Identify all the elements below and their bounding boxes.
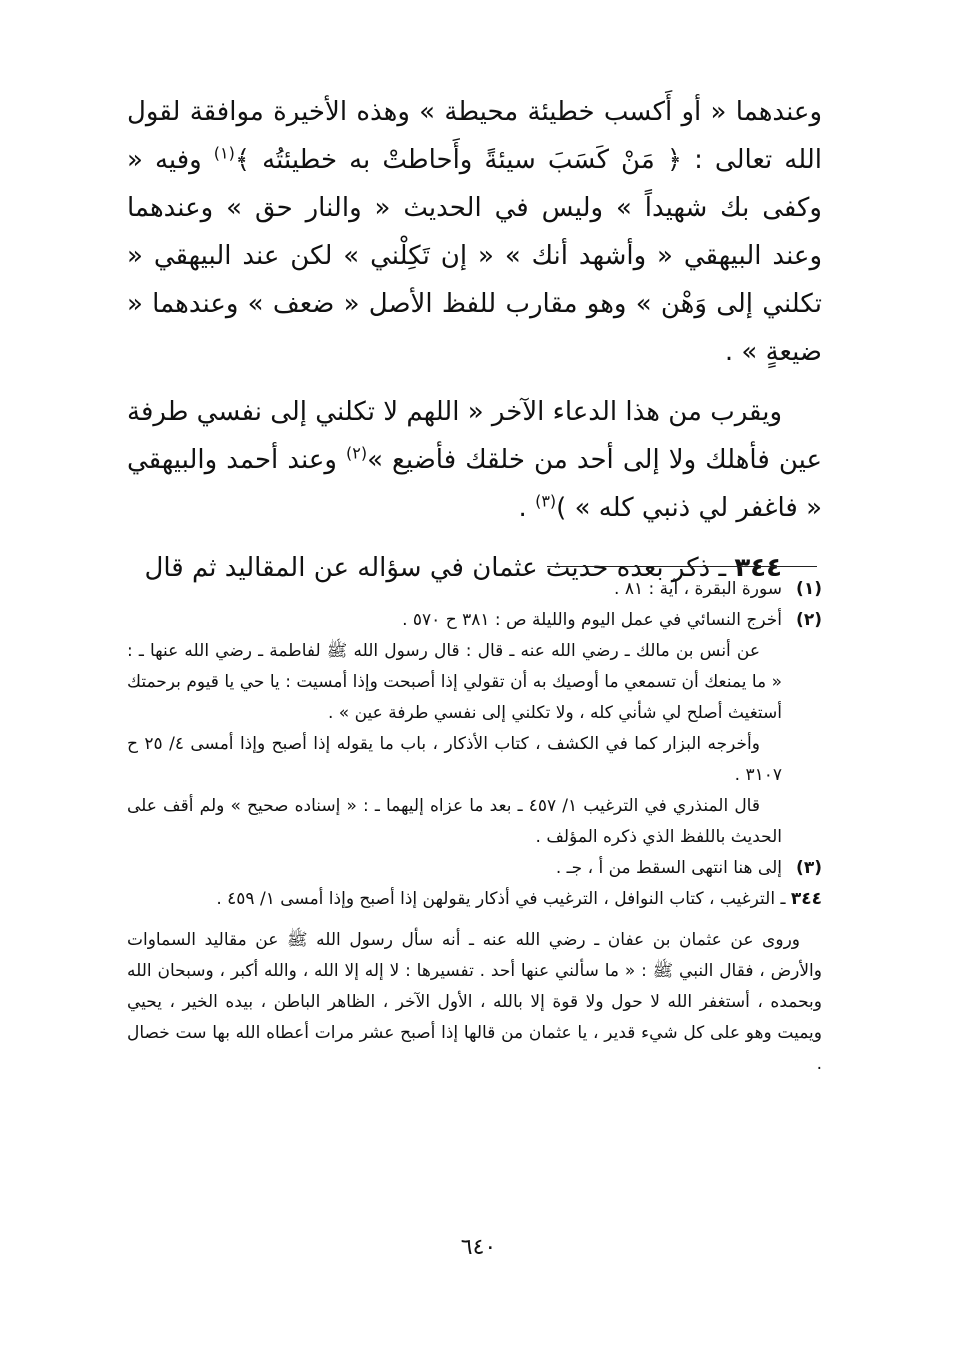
section-note	[127, 884, 822, 915]
footnote-body	[127, 574, 782, 605]
paragraph-3-text: ـ ذكر بعده حديث عثمان في سؤاله عن المقاليد ثم قال	[144, 553, 735, 583]
footnote-body	[127, 605, 782, 853]
footnote-text: وأخرجه البزار كما في الكشف ، كتاب الأذكار ، باب ما يقوله إذا أصبح وإذا أمسى ٤/ ٢٥ ح ٣١٠٧ .	[127, 734, 782, 785]
footnote-text: قال المنذري في الترغيب ١/ ٤٥٧ ـ بعد ما عزاه إليهما ـ : « إسناده صحيح » ولم أقف على الحديث باللفظ الذي ذكره المؤلف .	[127, 796, 782, 847]
paragraph-1-text: وعندهما « أو أَكسب خطيئة محيطة » وهذه الأخيرة موافقة لقول الله تعالى : ﴿ مَنْ كَسَبَ سيئةً وأَحاطتْ به خطيئتُه ﴾	[127, 97, 822, 175]
footnote-mark: (٣)	[796, 858, 822, 878]
section-note-text: ـ الترغيب ، كتاب النوافل ، الترغيب في أذكار يقولهن إذا أصبح وإذا أمسى ١/ ٤٥٩ .	[216, 889, 791, 909]
section-note-body: وروى عن عثمان بن عفان ـ رضي الله عنه ـ أنه سأل رسول الله ﷺ عن مقاليد السماوات والأرض ، فقال النبي ﷺ : « ما سألني عنها أحد . تفسيرها : لا إله إلا الله ، والله أكبر ، وسبحان الله وبحمده ، أستغفر الله لا حول ولا قوة إلا بالله ، الأول الآخر ، الظاهر الباطن ، بيده الخير ، يحيي ويميت وهو على كل شيء قدير ، يا عثمان من قالها إذا أصبح عشر مرات أعطاه الله بها ست خصال .	[127, 930, 822, 1074]
paragraph-2-tail: وعند أحمد والبيهقي « فاغفر لي ذنبي كله » )	[127, 445, 822, 523]
footnote-1	[127, 574, 822, 605]
page-number: ٦٤٠	[460, 1235, 497, 1260]
paragraph-1	[127, 88, 822, 376]
footnote-ref-1: (١)	[213, 143, 235, 163]
paragraph-2-text: ويقرب من هذا الدعاء الآخر « اللهم لا تكلني إلى نفسي طرفة عين فأهلك ولا إلى أحد من خلقك فأضيع »	[127, 397, 823, 475]
section-number: ٣٤٤	[734, 553, 782, 583]
section-note-number: ٣٤٤	[790, 889, 822, 909]
footnote-ref-2: (٢)	[345, 443, 368, 463]
footnote-text: عن أنس بن مالك ـ رضي الله عنه ـ قال : قال رسول الله ﷺ لفاطمة ـ رضي الله عنها ـ : « ما يمنعك أن تسمعي ما أوصيك به أن تقولي إذا أصبحت وإذا أمسيت : يا حي يا قيوم برحمتك أستغيث أصلح لي شأني كله ، ولا تكلني إلى نفسي طرفة عين » .	[127, 641, 782, 723]
footnote-mark: (١)	[796, 579, 822, 599]
footnote-text: سورة البقرة ، آية : ٨١ .	[614, 579, 782, 599]
paragraph-2	[127, 388, 822, 532]
footnote-3	[127, 853, 822, 884]
footnote-text: إلى هنا انتهى السقط من أ ، جـ .	[555, 858, 782, 878]
footnote-2	[127, 605, 822, 853]
footnotes	[127, 574, 822, 1080]
footnote-ref-3: (٣)	[535, 491, 557, 511]
main-text	[127, 88, 822, 592]
footnote-text: أخرج النسائي في عمل اليوم والليلة ص : ٣٨١ ح ٥٧٠ .	[402, 610, 782, 630]
footnote-body	[127, 853, 782, 884]
paragraph-2-end: .	[518, 493, 536, 523]
paragraph-1-tail: وفيه « وكفى بك شهيداً » وليس في الحديث « والنار حق » وعندهما وعند البيهقي « وأشهد أنك » « إن تَكِلْني » لكن عند البيهقي « تكلني إلى وَهْن » وهو مقارب للفظ الأصل « ضعف » وعندهما « ضيعةٍ » .	[127, 145, 822, 367]
footnote-divider	[547, 566, 817, 567]
footnote-mark: (٢)	[796, 610, 822, 630]
